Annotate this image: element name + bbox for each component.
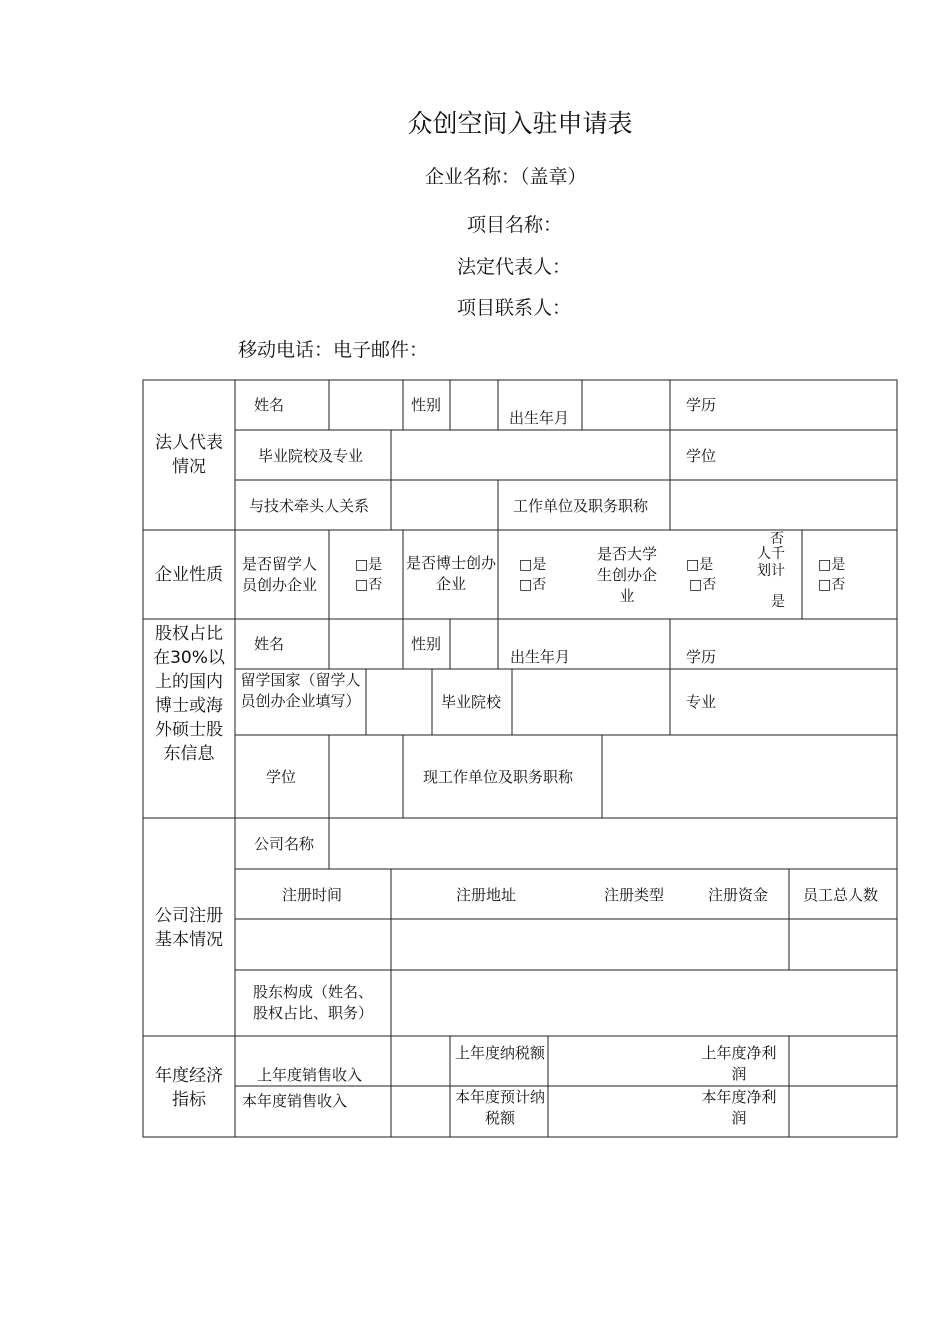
nature-q4-mid1: 人千: [757, 546, 785, 562]
employees-label: 员工总人数: [803, 886, 879, 904]
nature-q4-mid2: 划计: [757, 563, 785, 579]
shareholders-label: 股东构成（姓名、股权占比、职务）: [253, 983, 374, 1022]
sh-gender-label: 性别: [411, 635, 442, 653]
nature-q4-bottom: 是: [771, 594, 785, 610]
legal-gender-label: 性别: [411, 396, 442, 414]
reg-addr-label: 注册地址: [456, 886, 517, 904]
legal-rep-line: 法定代表人：: [457, 256, 572, 278]
legal-degree-label: 学位: [686, 447, 717, 465]
nature-q2-yes-checkbox[interactable]: □是: [519, 557, 547, 573]
this-tax-label: 本年度预计纳税额: [455, 1088, 546, 1127]
nature-q4-yes-checkbox[interactable]: □是: [818, 557, 846, 573]
nature-q2-label: 是否博士创办企业: [405, 554, 496, 593]
this-sales-label: 本年度销售收入: [242, 1092, 348, 1110]
sh-major-label: 专业: [686, 693, 717, 711]
legal-name-label: 姓名: [254, 396, 285, 414]
legal-school-major-label: 毕业院校及专业: [258, 447, 364, 465]
phone-email-line: 移动电话：电子邮件：: [238, 339, 429, 361]
last-sales-label: 上年度销售收入: [257, 1066, 363, 1084]
sh-name-label: 姓名: [254, 635, 285, 653]
legal-edu-label: 学历: [686, 396, 717, 414]
sh-edu-label: 学历: [686, 648, 717, 666]
project-contact-line: 项目联系人：: [457, 297, 572, 319]
nature-q3-no-checkbox[interactable]: □否: [689, 577, 717, 593]
legal-work-unit-label: 工作单位及职务职称: [513, 497, 649, 515]
this-profit-label: 本年度净利润: [701, 1088, 777, 1127]
reg-time-label: 注册时间: [282, 886, 343, 904]
nature-q1-label: 是否留学人员创办企业: [242, 555, 318, 594]
legal-section-label: 法人代表情况: [155, 433, 223, 477]
legal-birth-label: 出生年月: [509, 409, 570, 427]
nature-q3-label: 是否大学生创办企业: [596, 545, 657, 605]
nature-q4-top: 否: [770, 531, 784, 547]
last-profit-label: 上年度净利润: [701, 1044, 777, 1083]
nature-q3-yes-checkbox[interactable]: □是: [686, 557, 714, 573]
sh-degree-label: 学位: [266, 768, 297, 786]
nature-q1-yes-checkbox[interactable]: □是: [355, 557, 383, 573]
sh-school-label: 毕业院校: [441, 693, 502, 711]
economy-section-label: 年度经济指标: [155, 1066, 223, 1110]
reg-type-label: 注册类型: [604, 886, 665, 904]
last-tax-label: 上年度纳税额: [455, 1044, 546, 1062]
shareholder-section-label: 股权占比在30%以上的国内博士或海外硕士股东信息: [153, 624, 225, 764]
company-name-label: 公司名称: [254, 835, 315, 853]
project-name-line: 项目名称：: [467, 214, 563, 236]
reg-capital-label: 注册资金: [708, 886, 769, 904]
company-section-label: 公司注册基本情况: [155, 906, 223, 950]
nature-q4-no-checkbox[interactable]: □否: [818, 577, 846, 593]
legal-relation-label: 与技术牵头人关系: [249, 497, 370, 515]
nature-q2-no-checkbox[interactable]: □否: [519, 577, 547, 593]
sh-current-unit-label: 现工作单位及职务职称: [423, 768, 574, 786]
company-name-line: 企业名称：（盖章）: [425, 166, 587, 188]
sh-birth-label: 出生年月: [510, 648, 571, 666]
sh-country-label: 留学国家（留学人员创办企业填写）: [240, 671, 361, 710]
nature-section-label: 企业性质: [155, 565, 223, 585]
nature-q1-no-checkbox[interactable]: □否: [355, 577, 383, 593]
form-title: 众创空间入驻申请表: [407, 109, 633, 138]
